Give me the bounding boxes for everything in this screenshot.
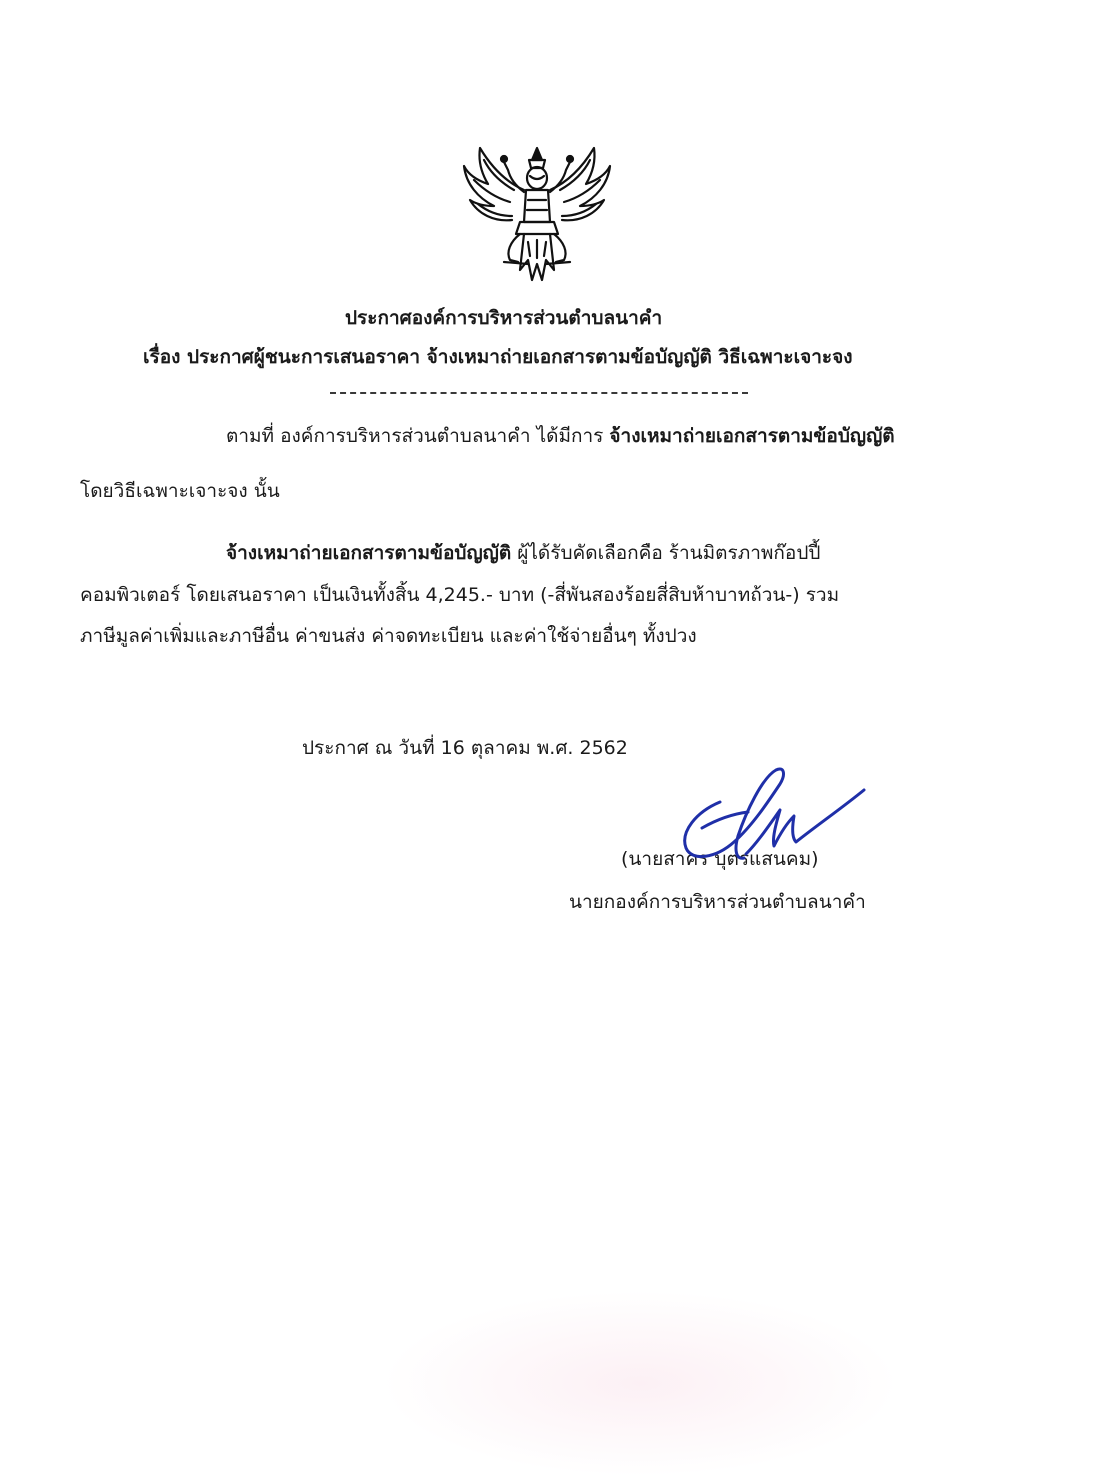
paragraph1-line1 (226, 425, 895, 448)
paragraph1-project: จ้างเหมาถ่ายเอกสารตามข้อบัญญัติ (609, 425, 895, 447)
subject-label: เรื่อง (143, 346, 181, 368)
announcement-date: ประกาศ ณ วันที่ 16 ตุลาคม พ.ศ. 2562 (302, 737, 628, 759)
garuda-emblem-icon (458, 130, 616, 290)
paragraph1-line2: โดยวิธีเฉพาะเจาะจง นั้น (80, 480, 280, 502)
announcement-title: ประกาศองค์การบริหารส่วนตำบลนาคำ (345, 307, 663, 329)
paragraph1-intro: ตามที่ องค์การบริหารส่วนตำบลนาคำ ได้มีการ (226, 425, 610, 447)
handwritten-signature-icon (676, 762, 872, 866)
paragraph2-line2: คอมพิวเตอร์ โดยเสนอราคา เป็นเงินทั้งสิ้น 4,245.- บาท (-สี่พันสองร้อยสี่สิบห้าบาทถ้วน-) รวม (80, 584, 840, 606)
title-separator (330, 392, 748, 394)
signer-title: นายกองค์การบริหารส่วนตำบลนาคำ (569, 891, 866, 913)
paragraph2-project: จ้างเหมาถ่ายเอกสารตามข้อบัญญัติ (226, 542, 512, 564)
paragraph2-winner: ผู้ได้รับคัดเลือกคือ ร้านมิตรภาพก๊อปปี้ (511, 542, 821, 564)
paragraph2-line1 (226, 542, 820, 565)
subject-text: ประกาศผู้ชนะการเสนอราคา จ้างเหมาถ่ายเอกสารตามข้อบัญญัติ วิธีเฉพาะเจาะจง (187, 346, 853, 368)
paragraph2-line3: ภาษีมูลค่าเพิ่มและภาษีอื่น ค่าขนส่ง ค่าจดทะเบียน และค่าใช้จ่ายอื่นๆ ทั้งปวง (80, 625, 697, 647)
announcement-subject (143, 346, 853, 369)
signer-name: (นายสาคร บุตรแสนคม) (621, 848, 819, 870)
scan-tint (380, 1290, 900, 1477)
